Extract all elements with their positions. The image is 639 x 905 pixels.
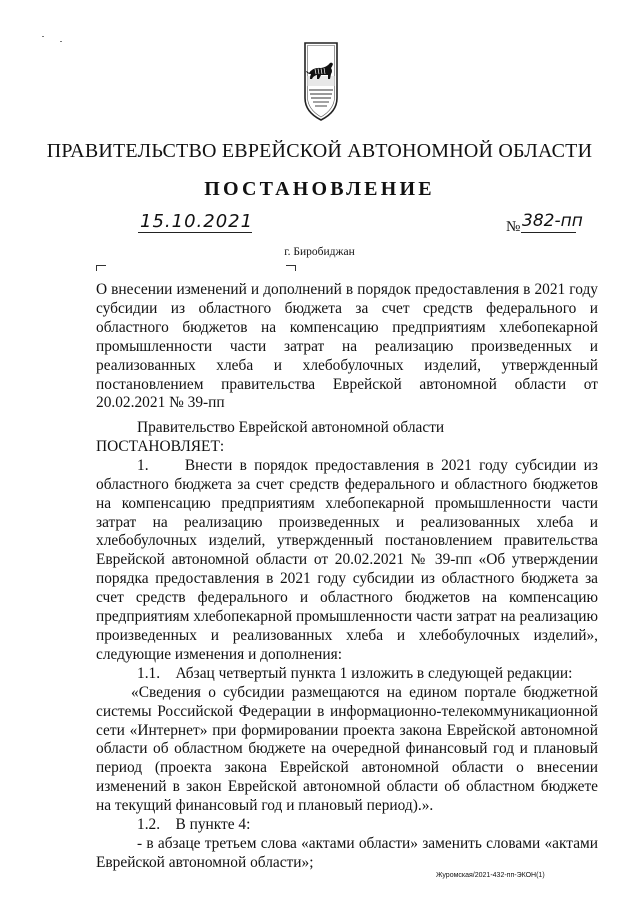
document-date: 15.10.2021 [140, 211, 254, 232]
date-underline [138, 232, 252, 233]
document-title: О внесении изменений и дополнений в порядок предоставления в 2021 году субсидии из областного бюджета за счет средств федерального и областного бюджетов на компенсацию предприятиям хлебопекарной промышленности части затрат на реализацию произведенных и реализованных хлеба и хлебобулочных изделий, утвержденный постановлением правительства Еврейской автономной области от 20.02.2021 № 39-пп [96, 281, 598, 412]
government-title: ПРАВИТЕЛЬСТВО ЕВРЕЙСКОЙ АВТОНОМНОЙ ОБЛАСТИ [46, 140, 593, 162]
dash-item-1: - в абзаце третьем слова «актами области» заменить словами «актами Еврейской автономной области»; [96, 834, 598, 871]
document-number: 382-пп [522, 211, 583, 231]
number-label: № [506, 219, 521, 235]
document-body [96, 419, 598, 873]
resolution-word: ПОСТАНОВЛЯЕТ: [96, 437, 225, 455]
item-1-1: 1.1. Абзац четвертый пункта 1 изложить в следующей редакции: [137, 664, 573, 682]
scan-speck [42, 36, 44, 37]
quoted-text: «Сведения о субсидии размещаются на едином портале бюджетной системы Российской Федерации в информационно-телекоммуникационной сети «Интернет» при формировании проекта закона Еврейской автономной области об областном бюджете на очередной финансовый год и плановый период (проекта закона Еврейской автономной области о внесении изменений в закон Еврейской автономной области об областном бюджете на текущий финансовый год и плановый период).». [96, 683, 598, 815]
item-1-2: 1.2. В пункте 4: [137, 816, 251, 834]
footer-reference: Журомская/2021-432-пп-ЭКОН(1) [436, 872, 545, 879]
document-type: ПОСТАНОВЛЕНИЕ [204, 178, 435, 200]
title-bracket-right [286, 265, 296, 271]
item-1: 1. Внести в порядок предоставления в 2021 году субсидии из областного бюджета за счет средств федерального и областного бюджетов на компенсацию предприятиям хлебопекарной промышленности части затрат на реализацию произведенных и реализованных хлеба и хлебобулочных изделий, утвержденный постановлением правительства Еврейской автономной области от 20.02.2021 № 39-пп «Об утверждении порядка предоставления в 2021 году субсидии из областного бюджета за счет средств федерального и областного бюджетов на компенсацию предприятиям хлебопекарной промышленности части затрат на реализацию произведенных и реализованных хлеба и хлебобулочных изделий», следующие изменения и дополнения: [96, 456, 598, 663]
scan-speck [60, 41, 62, 42]
number-underline [521, 232, 576, 233]
city-name: г. Биробиджан [284, 246, 355, 258]
intro-line: Правительство Еврейской автономной области [137, 419, 445, 436]
coat-of-arms-tiger-icon [301, 40, 341, 124]
title-bracket-left [96, 265, 106, 271]
